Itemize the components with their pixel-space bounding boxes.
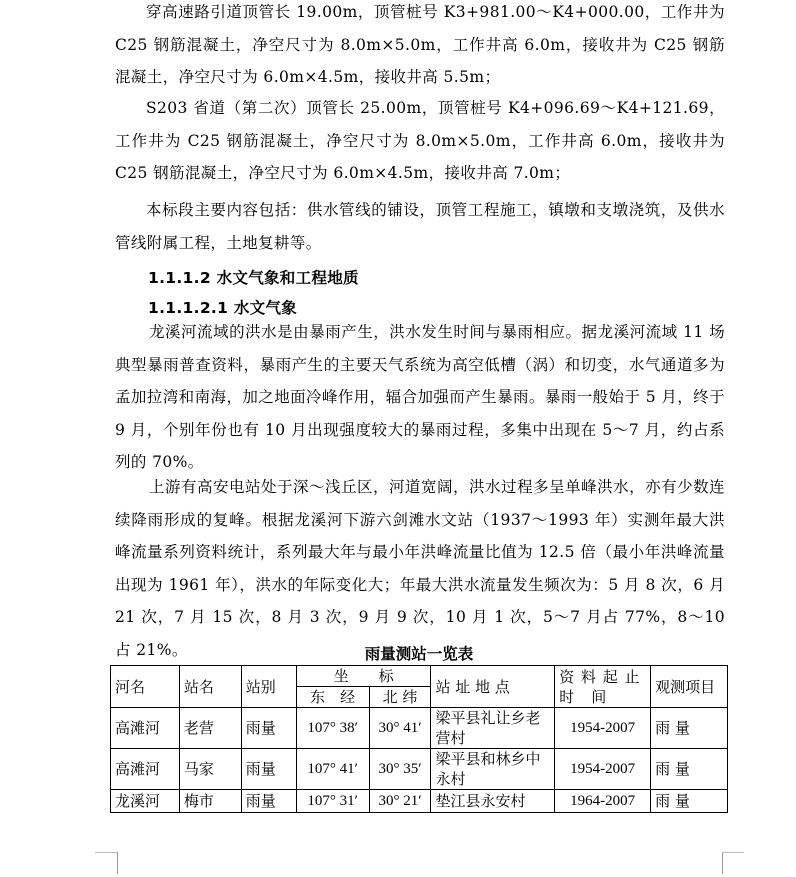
- table-caption: 雨量测站一览表: [364, 645, 474, 663]
- section-heading: 1.1.1.2 水文气象和工程地质: [148, 269, 359, 287]
- header-address: 站 址 地 点: [431, 666, 555, 708]
- cell-items: 雨 量: [651, 749, 728, 790]
- cell-address: 梁平县礼让乡老营村: [431, 708, 555, 749]
- paragraph-rainstorm: 龙溪河流域的洪水是由暴雨产生，洪水发生时间与暴雨相应。据龙溪河流域 11 场典型暴雨普查资料，暴雨产生的主要天气系统为高空低槽（涡）和切变，水气通道多为孟加拉湾和南海，加之地面冷峰作用，辐合加强而产生暴雨。暴雨一般始于 5 月，终于 9 月，个别年份也有 10 月出现强度较大的暴雨过程，多集中出现在 5～7 月，约占系列的 70%。: [115, 323, 725, 471]
- header-river: 河名: [111, 666, 180, 708]
- cell-data-period: 1964-2007: [555, 790, 651, 813]
- paragraph-flood: 上游有高安电站处于深～浅丘区，河道宽阔，洪水过程多呈单峰洪水，亦有少数连续降雨形成的复峰。根据龙溪河下游六剑滩水文站（1937～1993 年）实测年最大洪峰流量系列资料统计，系列最大年与最小年洪峰流量比值为 12.5 倍（最小年洪峰流量出现为 1961 年），洪水的年际变化大；年最大洪水流量发生频次为：5 月 8 次，6 月 21 次，7 月 15 次，8 月 3 次，9 月 9 次，10 月 1 次，5～7 月占 77%，8～10 占 21%。: [115, 478, 725, 659]
- cell-items: 雨 量: [651, 708, 728, 749]
- cell-data-period: 1954-2007: [555, 708, 651, 749]
- header-station: 站名: [179, 666, 241, 708]
- cell-station: 老营: [179, 708, 241, 749]
- table-header-row: [111, 666, 728, 687]
- cell-type: 雨量: [241, 708, 296, 749]
- cell-station: 梅市: [179, 790, 241, 813]
- header-data-period: 资 料 起 止 时 间: [555, 666, 651, 708]
- subsection-heading: 1.1.1.2.1 水文气象: [148, 299, 298, 317]
- header-coordinates: 坐 标: [296, 666, 431, 687]
- cell-type: 雨量: [241, 749, 296, 790]
- table-row: [111, 708, 728, 749]
- paragraph-s203-pipe: S203 省道（第二次）顶管长 25.00m，顶管桩号 K4+096.69～K4+121.69，工作井为 C25 钢筋混凝土，净空尺寸为 8.0m×5.0m，工作井高 6.0m，接收井为 C25 钢筋混凝土，净空尺寸为 6.0m×4.5m，接收井高 7.0m；: [115, 99, 725, 182]
- header-north-latitude: 北 纬: [369, 687, 431, 708]
- paragraph-highway-pipe: 穿高速路引道顶管长 19.00m，顶管桩号 K3+981.00～K4+000.00，工作井为 C25 钢筋混凝土，净空尺寸为 8.0m×5.0m，工作井高 6.0m，接收井为 C25 钢筋混凝土，净空尺寸为 6.0m×4.5m，接收井高 5.5m；: [115, 3, 725, 86]
- cell-address: 垫江县永安村: [431, 790, 555, 813]
- header-type: 站别: [241, 666, 296, 708]
- rain-station-table: [110, 665, 728, 813]
- cell-items: 雨 量: [651, 790, 728, 813]
- header-observed-items: 观测项目: [651, 666, 728, 708]
- cell-river: 高滩河: [111, 708, 180, 749]
- page-corner-mark-right: [722, 852, 745, 874]
- page-corner-mark-left: [95, 852, 118, 874]
- cell-address: 梁平县和林乡中永村: [431, 749, 555, 790]
- header-east-longitude: 东 经: [296, 687, 369, 708]
- cell-north: 30° 35′: [369, 749, 431, 790]
- cell-station: 马家: [179, 749, 241, 790]
- page-corner-mark-right-top: [722, 852, 744, 853]
- cell-type: 雨量: [241, 790, 296, 813]
- paragraph-scope: 本标段主要内容包括：供水管线的铺设，顶管工程施工，镇墩和支墩浇筑，及供水管线附属工程，土地复耕等。: [115, 201, 725, 252]
- cell-north: 30° 41′: [369, 708, 431, 749]
- cell-river: 龙溪河: [111, 790, 180, 813]
- table-row: [111, 749, 728, 790]
- cell-north: 30° 21′: [369, 790, 431, 813]
- cell-east: 107° 41′: [296, 749, 369, 790]
- table-row: [111, 790, 728, 813]
- cell-river: 高滩河: [111, 749, 180, 790]
- cell-data-period: 1954-2007: [555, 749, 651, 790]
- page-corner-mark-left-top: [95, 852, 117, 853]
- cell-east: 107° 31′: [296, 790, 369, 813]
- cell-east: 107° 38′: [296, 708, 369, 749]
